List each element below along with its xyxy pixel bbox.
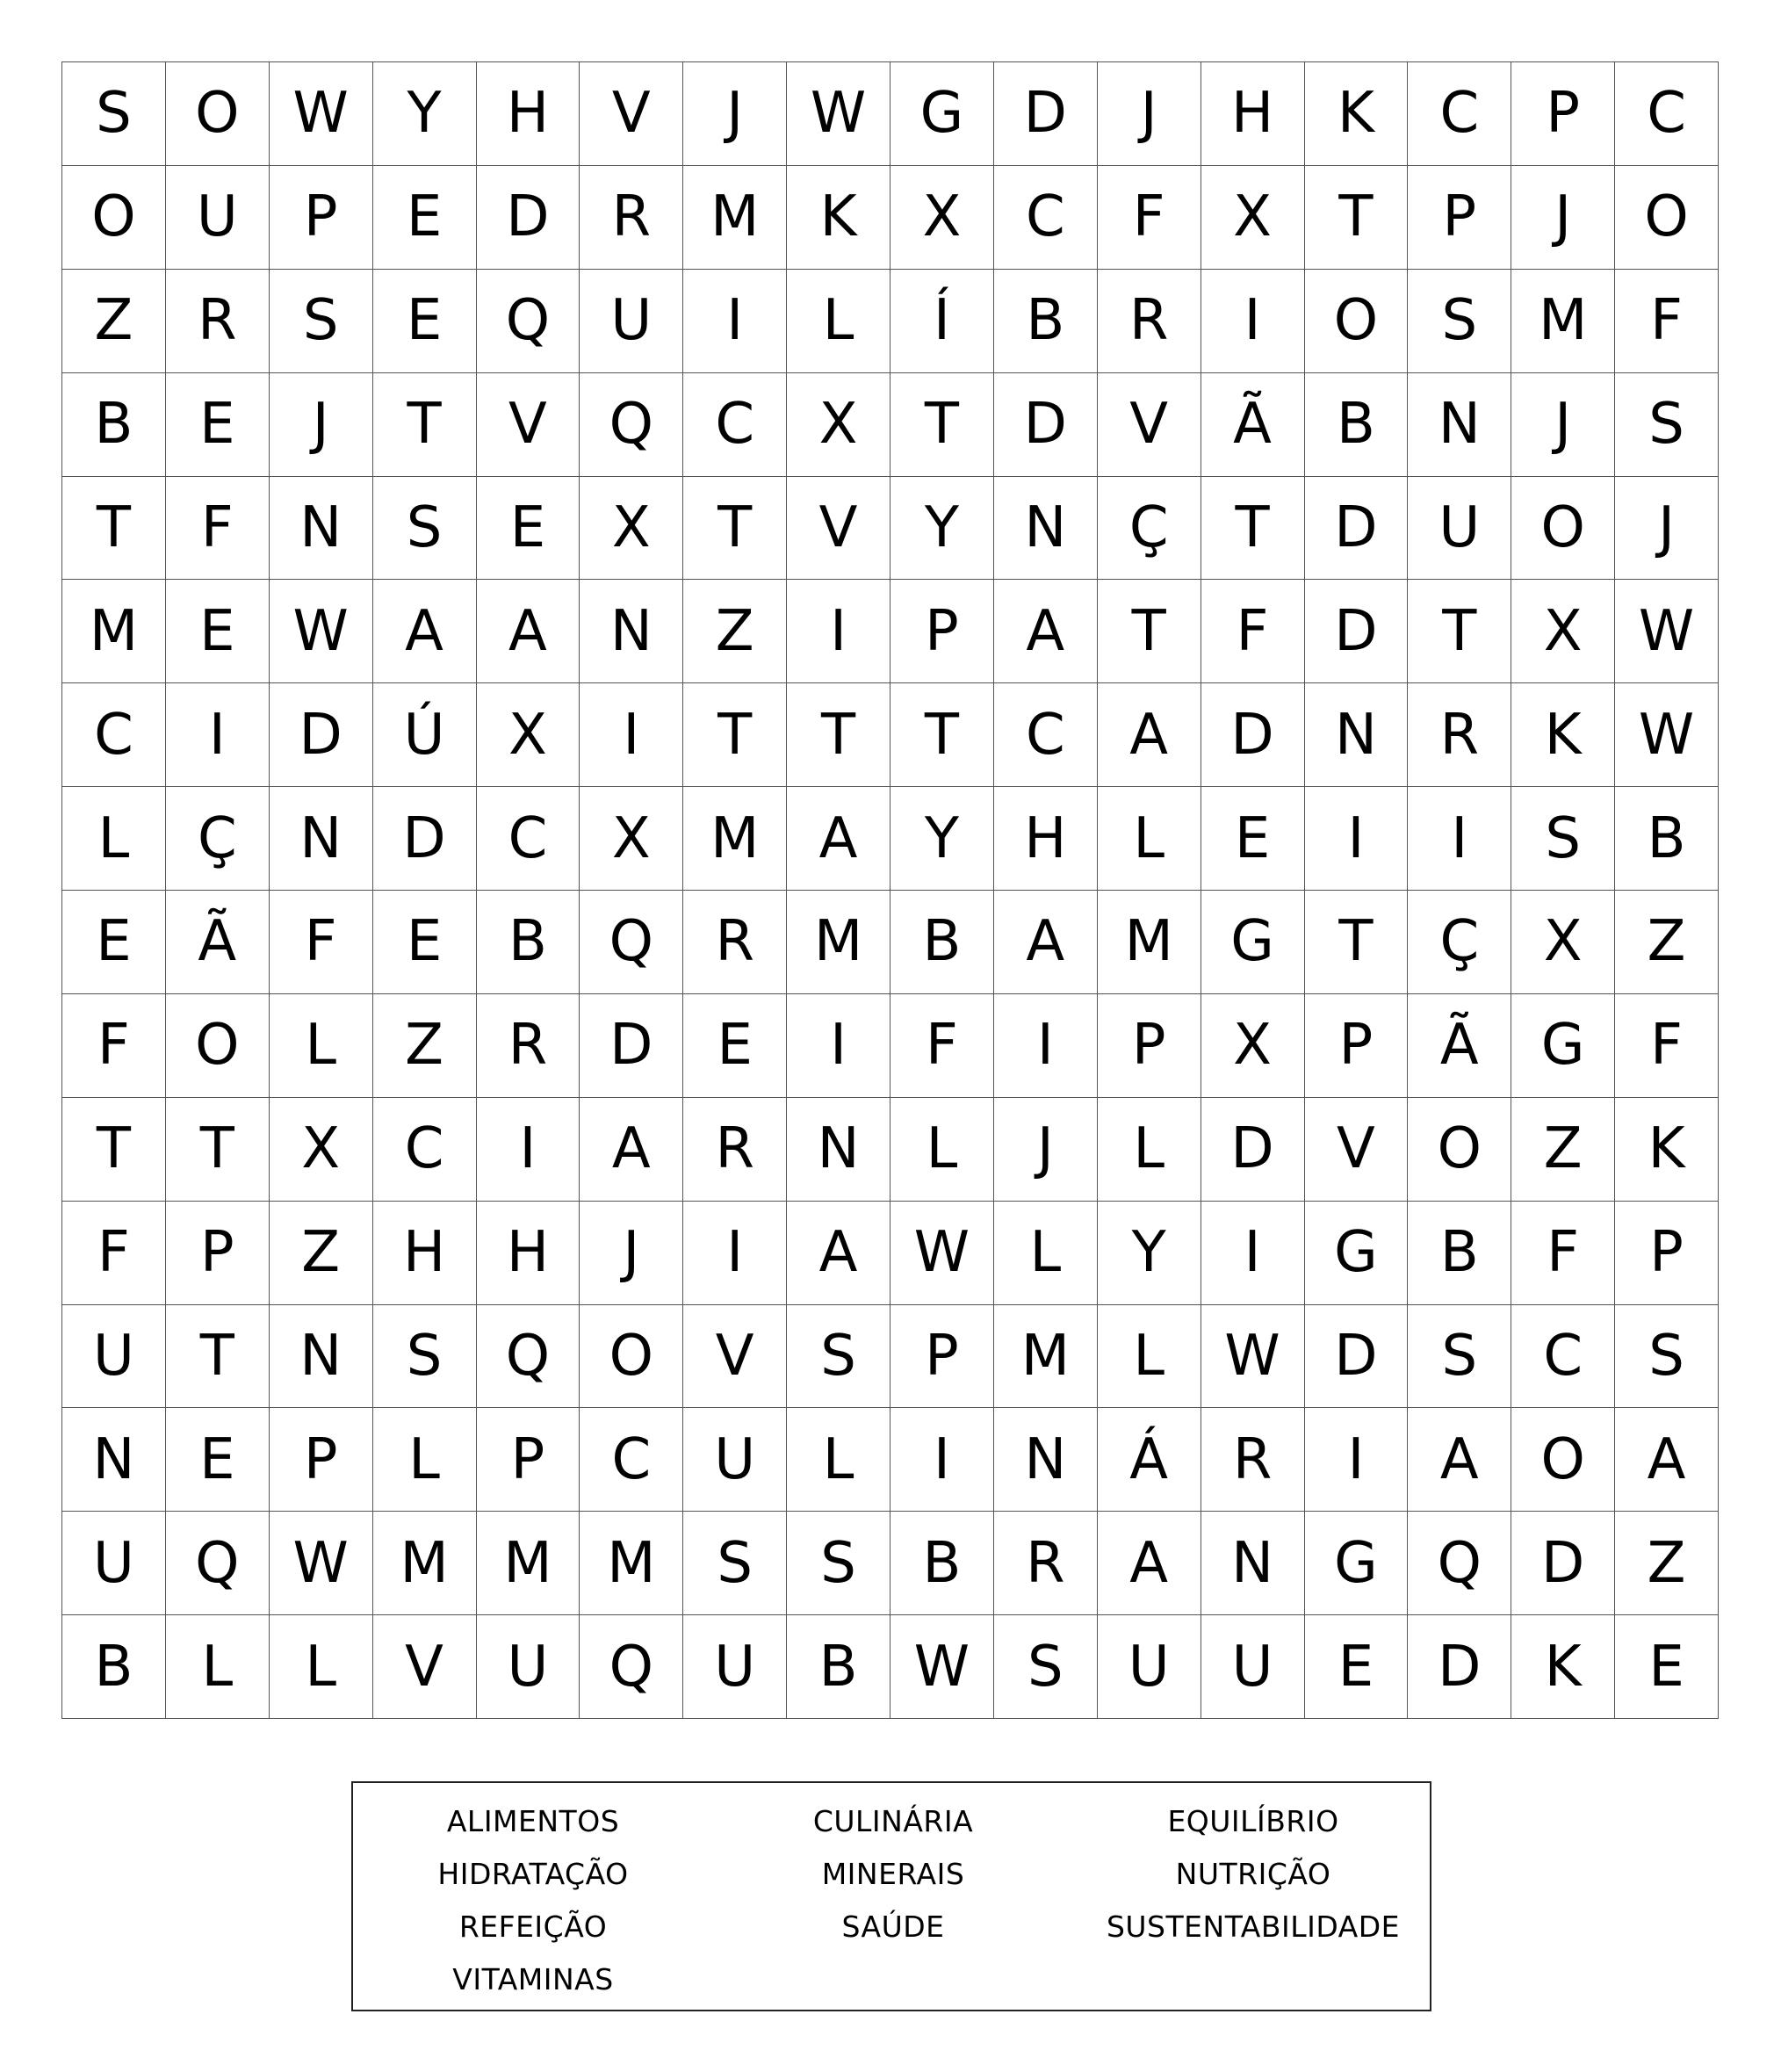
grid-cell[interactable]: Y xyxy=(890,477,994,581)
grid-cell[interactable]: N xyxy=(270,787,373,891)
grid-cell[interactable]: X xyxy=(1201,994,1305,1098)
grid-cell[interactable]: Q xyxy=(580,373,683,477)
grid-cell[interactable]: N xyxy=(62,1408,166,1512)
grid-cell[interactable]: P xyxy=(1511,62,1615,166)
grid-cell[interactable]: V xyxy=(580,62,683,166)
grid-cell[interactable]: L xyxy=(270,1615,373,1719)
grid-cell[interactable]: Q xyxy=(580,891,683,994)
grid-cell[interactable]: X xyxy=(1511,891,1615,994)
grid-cell[interactable]: N xyxy=(787,1098,890,1202)
grid-cell[interactable]: N xyxy=(994,477,1098,581)
grid-cell[interactable]: H xyxy=(477,62,580,166)
grid-cell[interactable]: U xyxy=(683,1615,787,1719)
grid-cell[interactable]: Q xyxy=(166,1512,270,1615)
grid-cell[interactable]: T xyxy=(1098,580,1201,683)
grid-cell[interactable]: Z xyxy=(373,994,477,1098)
grid-cell[interactable]: V xyxy=(1098,373,1201,477)
grid-cell[interactable]: G xyxy=(1305,1512,1409,1615)
grid-cell[interactable]: I xyxy=(890,1408,994,1512)
grid-cell[interactable]: F xyxy=(1615,994,1719,1098)
word-list-item: EQUILÍBRIO xyxy=(1167,1804,1339,1838)
grid-cell[interactable]: V xyxy=(373,1615,477,1719)
grid-cell[interactable]: B xyxy=(62,1615,166,1719)
grid-cell[interactable]: F xyxy=(166,477,270,581)
grid-cell[interactable]: D xyxy=(270,683,373,787)
grid-cell[interactable]: W xyxy=(1615,580,1719,683)
grid-cell[interactable]: P xyxy=(890,580,994,683)
grid-cell[interactable]: S xyxy=(1511,787,1615,891)
grid-cell[interactable]: X xyxy=(580,477,683,581)
grid-cell[interactable]: S xyxy=(62,62,166,166)
grid-cell[interactable]: V xyxy=(477,373,580,477)
grid-cell[interactable]: Y xyxy=(1098,1202,1201,1305)
grid-cell[interactable]: G xyxy=(1305,1202,1409,1305)
grid-cell[interactable]: C xyxy=(994,166,1098,270)
grid-cell[interactable]: R xyxy=(580,166,683,270)
grid-cell[interactable]: J xyxy=(270,373,373,477)
grid-cell[interactable]: K xyxy=(1511,1615,1615,1719)
grid-cell[interactable]: A xyxy=(1408,1408,1511,1512)
grid-cell[interactable]: P xyxy=(1408,166,1511,270)
word-list-item: SAÚDE xyxy=(841,1910,945,1944)
grid-cell[interactable]: R xyxy=(477,994,580,1098)
grid-cell[interactable]: Ç xyxy=(166,787,270,891)
grid-cell[interactable]: F xyxy=(62,1202,166,1305)
grid-cell[interactable]: E xyxy=(373,270,477,373)
grid-cell[interactable]: N xyxy=(270,477,373,581)
grid-cell[interactable]: T xyxy=(683,477,787,581)
grid-cell[interactable]: E xyxy=(166,1408,270,1512)
grid-cell[interactable]: D xyxy=(994,62,1098,166)
grid-cell[interactable]: R xyxy=(1098,270,1201,373)
grid-cell[interactable]: T xyxy=(683,683,787,787)
grid-cell[interactable]: L xyxy=(994,1202,1098,1305)
grid-cell[interactable]: Q xyxy=(580,1615,683,1719)
grid-cell[interactable]: R xyxy=(683,1098,787,1202)
grid-cell[interactable]: D xyxy=(994,373,1098,477)
grid-cell[interactable]: E xyxy=(166,580,270,683)
grid-cell[interactable]: Q xyxy=(477,1305,580,1409)
grid-cell[interactable]: M xyxy=(62,580,166,683)
grid-cell[interactable]: K xyxy=(1511,683,1615,787)
grid-cell[interactable]: D xyxy=(1305,477,1409,581)
grid-cell[interactable]: P xyxy=(270,166,373,270)
grid-cell[interactable]: I xyxy=(1201,270,1305,373)
grid-cell[interactable]: O xyxy=(166,994,270,1098)
grid-cell[interactable]: B xyxy=(787,1615,890,1719)
grid-cell[interactable]: T xyxy=(62,1098,166,1202)
grid-cell[interactable]: U xyxy=(1098,1615,1201,1719)
grid-cell[interactable]: F xyxy=(270,891,373,994)
grid-cell[interactable]: A xyxy=(477,580,580,683)
grid-cell[interactable]: K xyxy=(1615,1098,1719,1202)
grid-cell[interactable]: S xyxy=(1615,373,1719,477)
grid-cell[interactable]: L xyxy=(1098,787,1201,891)
grid-cell[interactable]: A xyxy=(580,1098,683,1202)
grid-cell[interactable]: Z xyxy=(62,270,166,373)
grid-cell[interactable]: S xyxy=(787,1305,890,1409)
grid-cell[interactable]: S xyxy=(1408,270,1511,373)
grid-cell[interactable]: M xyxy=(683,166,787,270)
grid-cell[interactable]: T xyxy=(62,477,166,581)
grid-cell[interactable]: N xyxy=(994,1408,1098,1512)
grid-cell[interactable]: W xyxy=(1201,1305,1305,1409)
grid-cell[interactable]: I xyxy=(1201,1202,1305,1305)
word-list-item: ALIMENTOS xyxy=(446,1804,620,1838)
grid-cell[interactable]: D xyxy=(477,166,580,270)
grid-cell[interactable]: G xyxy=(890,62,994,166)
word-list-item: REFEIÇÃO xyxy=(458,1910,608,1944)
word-list-item: VITAMINAS xyxy=(452,1962,614,1996)
grid-cell[interactable]: Ç xyxy=(1098,477,1201,581)
grid-cell[interactable]: X xyxy=(270,1098,373,1202)
grid-cell[interactable]: C xyxy=(477,787,580,891)
grid-cell[interactable]: E xyxy=(1305,1615,1409,1719)
grid-cell[interactable]: T xyxy=(890,683,994,787)
grid-cell[interactable]: B xyxy=(994,270,1098,373)
grid-cell[interactable]: R xyxy=(683,891,787,994)
grid-cell[interactable]: I xyxy=(1305,787,1409,891)
grid-cell[interactable]: P xyxy=(477,1408,580,1512)
grid-cell[interactable]: R xyxy=(1408,683,1511,787)
grid-cell[interactable]: E xyxy=(373,891,477,994)
grid-cell[interactable]: C xyxy=(994,683,1098,787)
grid-cell[interactable]: T xyxy=(1408,580,1511,683)
grid-cell[interactable]: V xyxy=(683,1305,787,1409)
grid-cell[interactable]: W xyxy=(1615,683,1719,787)
grid-cell[interactable]: Z xyxy=(270,1202,373,1305)
grid-cell[interactable]: L xyxy=(890,1098,994,1202)
grid-cell[interactable]: C xyxy=(1615,62,1719,166)
grid-cell[interactable]: I xyxy=(166,683,270,787)
grid-cell[interactable]: A xyxy=(787,1202,890,1305)
grid-cell[interactable]: S xyxy=(994,1615,1098,1719)
grid-cell[interactable]: Í xyxy=(890,270,994,373)
grid-cell[interactable]: S xyxy=(1408,1305,1511,1409)
grid-cell[interactable]: P xyxy=(1098,994,1201,1098)
grid-cell[interactable]: J xyxy=(683,62,787,166)
grid-cell[interactable]: L xyxy=(1098,1305,1201,1409)
grid-cell[interactable]: R xyxy=(1201,1408,1305,1512)
grid-cell[interactable]: K xyxy=(1305,62,1409,166)
grid-cell[interactable]: U xyxy=(580,270,683,373)
grid-cell[interactable]: I xyxy=(580,683,683,787)
grid-cell[interactable]: I xyxy=(787,994,890,1098)
grid-cell[interactable]: D xyxy=(580,994,683,1098)
grid-cell[interactable]: J xyxy=(580,1202,683,1305)
grid-cell[interactable]: U xyxy=(1201,1615,1305,1719)
grid-cell[interactable]: J xyxy=(994,1098,1098,1202)
grid-cell[interactable]: W xyxy=(890,1615,994,1719)
grid-cell[interactable]: U xyxy=(683,1408,787,1512)
grid-cell[interactable]: S xyxy=(373,1305,477,1409)
grid-cell[interactable]: X xyxy=(1511,580,1615,683)
grid-cell[interactable]: M xyxy=(1098,891,1201,994)
grid-cell[interactable]: P xyxy=(1305,994,1409,1098)
grid-cell[interactable]: P xyxy=(1615,1202,1719,1305)
grid-cell[interactable]: T xyxy=(166,1098,270,1202)
grid-cell[interactable]: E xyxy=(683,994,787,1098)
grid-cell[interactable]: Q xyxy=(477,270,580,373)
grid-cell[interactable]: F xyxy=(62,994,166,1098)
grid-cell[interactable]: X xyxy=(787,373,890,477)
grid-cell[interactable]: L xyxy=(62,787,166,891)
grid-cell[interactable]: E xyxy=(1201,787,1305,891)
grid-cell[interactable]: M xyxy=(580,1512,683,1615)
grid-cell[interactable]: W xyxy=(270,62,373,166)
grid-cell[interactable]: M xyxy=(787,891,890,994)
grid-cell[interactable]: J xyxy=(1098,62,1201,166)
grid-cell[interactable]: M xyxy=(1511,270,1615,373)
grid-cell[interactable]: A xyxy=(373,580,477,683)
grid-cell[interactable]: Z xyxy=(683,580,787,683)
grid-cell[interactable]: M xyxy=(994,1305,1098,1409)
grid-cell[interactable]: C xyxy=(373,1098,477,1202)
grid-cell[interactable]: V xyxy=(1305,1098,1409,1202)
grid-cell[interactable]: J xyxy=(1615,477,1719,581)
grid-cell[interactable]: U xyxy=(62,1512,166,1615)
grid-cell[interactable]: T xyxy=(1201,477,1305,581)
grid-cell[interactable]: N xyxy=(270,1305,373,1409)
grid-cell[interactable]: N xyxy=(1305,683,1409,787)
grid-cell[interactable]: Q xyxy=(1408,1512,1511,1615)
grid-cell[interactable]: F xyxy=(1615,270,1719,373)
grid-cell[interactable]: V xyxy=(787,477,890,581)
grid-cell[interactable]: E xyxy=(166,373,270,477)
grid-cell[interactable]: Y xyxy=(890,787,994,891)
grid-cell[interactable]: N xyxy=(1408,373,1511,477)
grid-cell[interactable]: N xyxy=(580,580,683,683)
grid-cell[interactable]: I xyxy=(477,1098,580,1202)
word-list-column xyxy=(713,1795,1073,1953)
grid-cell[interactable]: Á xyxy=(1098,1408,1201,1512)
grid-cell[interactable]: C xyxy=(1511,1305,1615,1409)
grid-cell[interactable]: U xyxy=(477,1615,580,1719)
grid-cell[interactable]: T xyxy=(1305,166,1409,270)
grid-cell[interactable]: F xyxy=(1511,1202,1615,1305)
grid-cell[interactable]: R xyxy=(166,270,270,373)
grid-cell[interactable]: D xyxy=(1305,1305,1409,1409)
grid-cell[interactable]: Z xyxy=(1615,1512,1719,1615)
grid-cell[interactable]: I xyxy=(994,994,1098,1098)
grid-cell[interactable]: O xyxy=(580,1305,683,1409)
grid-cell[interactable]: L xyxy=(270,994,373,1098)
grid-cell[interactable]: C xyxy=(683,373,787,477)
grid-cell[interactable]: B xyxy=(890,1512,994,1615)
grid-cell[interactable]: U xyxy=(1408,477,1511,581)
grid-cell[interactable]: T xyxy=(1305,891,1409,994)
grid-cell[interactable]: U xyxy=(62,1305,166,1409)
grid-cell[interactable]: T xyxy=(166,1305,270,1409)
grid-cell[interactable]: B xyxy=(1615,787,1719,891)
grid-cell[interactable]: O xyxy=(1511,477,1615,581)
grid-cell[interactable]: Z xyxy=(1615,891,1719,994)
grid-cell[interactable]: F xyxy=(890,994,994,1098)
grid-cell[interactable]: W xyxy=(890,1202,994,1305)
grid-cell[interactable]: H xyxy=(373,1202,477,1305)
grid-cell[interactable]: W xyxy=(787,62,890,166)
grid-cell[interactable]: J xyxy=(1511,373,1615,477)
grid-cell[interactable]: J xyxy=(1511,166,1615,270)
grid-cell[interactable]: Ã xyxy=(166,891,270,994)
grid-cell[interactable]: C xyxy=(580,1408,683,1512)
grid-cell[interactable]: Ã xyxy=(1201,373,1305,477)
grid-cell[interactable]: L xyxy=(166,1615,270,1719)
grid-cell[interactable]: Ã xyxy=(1408,994,1511,1098)
word-list-item: HIDRATAÇÃO xyxy=(437,1857,629,1891)
grid-cell[interactable]: K xyxy=(787,166,890,270)
grid-cell[interactable]: O xyxy=(1305,270,1409,373)
grid-cell[interactable]: T xyxy=(373,373,477,477)
grid-cell[interactable]: C xyxy=(1408,62,1511,166)
grid-cell[interactable]: M xyxy=(683,787,787,891)
grid-cell[interactable]: T xyxy=(787,683,890,787)
word-list-column xyxy=(1073,1795,1433,1953)
grid-cell[interactable]: I xyxy=(683,270,787,373)
grid-cell[interactable]: G xyxy=(1201,891,1305,994)
word-list-item: NUTRIÇÃO xyxy=(1175,1857,1331,1891)
grid-cell[interactable]: S xyxy=(270,270,373,373)
grid-cell[interactable]: A xyxy=(1098,683,1201,787)
grid-cell[interactable]: O xyxy=(62,166,166,270)
word-list-item: MINERAIS xyxy=(821,1857,965,1891)
grid-cell[interactable]: A xyxy=(994,580,1098,683)
grid-cell[interactable]: O xyxy=(1408,1098,1511,1202)
grid-cell[interactable]: P xyxy=(270,1408,373,1512)
grid-cell[interactable]: N xyxy=(1201,1512,1305,1615)
grid-cell[interactable]: U xyxy=(166,166,270,270)
grid-cell[interactable]: D xyxy=(1408,1615,1511,1719)
grid-cell[interactable]: B xyxy=(890,891,994,994)
grid-cell[interactable]: D xyxy=(1511,1512,1615,1615)
grid-cell[interactable]: H xyxy=(994,787,1098,891)
grid-cell[interactable]: F xyxy=(1098,166,1201,270)
grid-cell[interactable]: A xyxy=(1098,1512,1201,1615)
grid-cell[interactable]: P xyxy=(166,1202,270,1305)
grid-cell[interactable]: D xyxy=(373,787,477,891)
grid-cell[interactable]: Y xyxy=(373,62,477,166)
grid-cell[interactable]: T xyxy=(890,373,994,477)
grid-cell[interactable]: I xyxy=(1305,1408,1409,1512)
grid-cell[interactable]: W xyxy=(270,1512,373,1615)
grid-cell[interactable]: M xyxy=(373,1512,477,1615)
grid-cell[interactable]: S xyxy=(787,1512,890,1615)
grid-cell[interactable]: O xyxy=(166,62,270,166)
word-list-box xyxy=(351,1781,1431,2011)
grid-cell[interactable]: I xyxy=(683,1202,787,1305)
grid-cell[interactable]: D xyxy=(1305,580,1409,683)
grid-cell[interactable]: A xyxy=(994,891,1098,994)
grid-cell[interactable]: B xyxy=(477,891,580,994)
grid-cell[interactable]: B xyxy=(1408,1202,1511,1305)
grid-cell[interactable]: X xyxy=(890,166,994,270)
word-list-item: CULINÁRIA xyxy=(812,1804,974,1838)
grid-cell[interactable]: G xyxy=(1511,994,1615,1098)
grid-cell[interactable]: S xyxy=(373,477,477,581)
grid-cell[interactable]: A xyxy=(787,787,890,891)
grid-cell[interactable]: O xyxy=(1511,1408,1615,1512)
grid-cell[interactable]: S xyxy=(683,1512,787,1615)
grid-cell[interactable]: B xyxy=(1305,373,1409,477)
grid-cell[interactable]: S xyxy=(1615,1305,1719,1409)
grid-cell[interactable]: L xyxy=(373,1408,477,1512)
grid-cell[interactable]: O xyxy=(1615,166,1719,270)
grid-cell[interactable]: P xyxy=(890,1305,994,1409)
grid-cell[interactable]: E xyxy=(373,166,477,270)
word-search-grid xyxy=(61,61,1719,1719)
grid-cell[interactable]: Ú xyxy=(373,683,477,787)
grid-cell[interactable]: Z xyxy=(1511,1098,1615,1202)
grid-cell[interactable]: D xyxy=(1201,1098,1305,1202)
grid-cell[interactable]: C xyxy=(62,683,166,787)
grid-cell[interactable]: F xyxy=(1201,580,1305,683)
grid-cell[interactable]: D xyxy=(1201,683,1305,787)
grid-cell[interactable]: X xyxy=(477,683,580,787)
word-list-column xyxy=(353,1795,713,2006)
grid-cell[interactable]: H xyxy=(1201,62,1305,166)
grid-cell[interactable]: L xyxy=(787,1408,890,1512)
word-list-item: SUSTENTABILIDADE xyxy=(1106,1910,1401,1944)
grid-cell[interactable]: B xyxy=(62,373,166,477)
grid-cell[interactable]: X xyxy=(1201,166,1305,270)
grid-cell[interactable]: E xyxy=(477,477,580,581)
grid-cell[interactable]: X xyxy=(580,787,683,891)
grid-cell[interactable]: Ç xyxy=(1408,891,1511,994)
grid-cell[interactable]: L xyxy=(787,270,890,373)
grid-cell[interactable]: E xyxy=(62,891,166,994)
grid-cell[interactable]: W xyxy=(270,580,373,683)
grid-cell[interactable]: R xyxy=(994,1512,1098,1615)
grid-cell[interactable]: A xyxy=(1615,1408,1719,1512)
grid-cell[interactable]: I xyxy=(1408,787,1511,891)
grid-cell[interactable]: E xyxy=(1615,1615,1719,1719)
grid-cell[interactable]: M xyxy=(477,1512,580,1615)
grid-cell[interactable]: H xyxy=(477,1202,580,1305)
grid-cell[interactable]: L xyxy=(1098,1098,1201,1202)
grid-cell[interactable]: I xyxy=(787,580,890,683)
